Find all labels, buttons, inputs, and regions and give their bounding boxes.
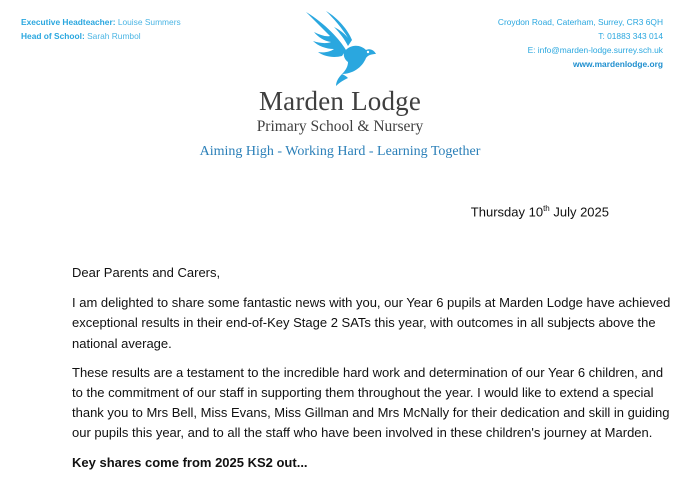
header-staff	[21, 15, 181, 43]
website-link[interactable]: www.mardenlodge.org	[573, 59, 663, 69]
address: Croydon Road, Caterham, Surrey, CR3 6QH	[497, 17, 663, 27]
school-name: Marden Lodge	[258, 86, 422, 116]
header-contact	[498, 15, 663, 71]
email: E: info@marden-lodge.surrey.sch.uk	[527, 45, 663, 55]
letter-date	[471, 204, 609, 219]
staff-line-executive	[21, 15, 181, 29]
letter-body	[72, 263, 672, 482]
salutation: Dear Parents and Carers,	[72, 265, 221, 280]
paragraph: These results are a testament to the incredible hard work and determination of our Year 6 children, and to the commitment of our staff in supporting them throughout the year. I would like to extend a special thank you to Mrs Bell, Miss Evans, Miss Gillman and Mrs McNally for their dedication and skill in guiding our pupils this year, and to all the staff who have been involved in these children's journey at Marden.	[72, 364, 670, 441]
section-heading: Key shares come from 2025 KS2 out...	[72, 454, 308, 470]
staff-name: Sarah Rumbol	[87, 31, 141, 41]
date-rest: July 2025	[549, 204, 609, 220]
paragraph: I am delighted to share some fantastic news with you, our Year 6 pupils at Marden Lodge have achieved exceptional results in their end-of-Key Stage 2 SATs this year, with outcomes in all subjects above the national average.	[72, 295, 671, 351]
bird-logo-icon	[300, 10, 382, 88]
school-motto: Aiming High - Working Hard - Learning Together	[199, 144, 481, 159]
date-day: Thursday 10	[470, 204, 544, 220]
school-subtitle: Primary School & Nursery	[256, 118, 424, 135]
staff-name: Louise Summers	[117, 17, 181, 27]
staff-role: Executive Headteacher:	[21, 17, 116, 27]
date-suffix: th	[543, 204, 550, 213]
phone: T: 01883 343 014	[598, 31, 663, 41]
staff-role: Head of School:	[21, 31, 85, 41]
staff-line-head	[21, 29, 181, 43]
